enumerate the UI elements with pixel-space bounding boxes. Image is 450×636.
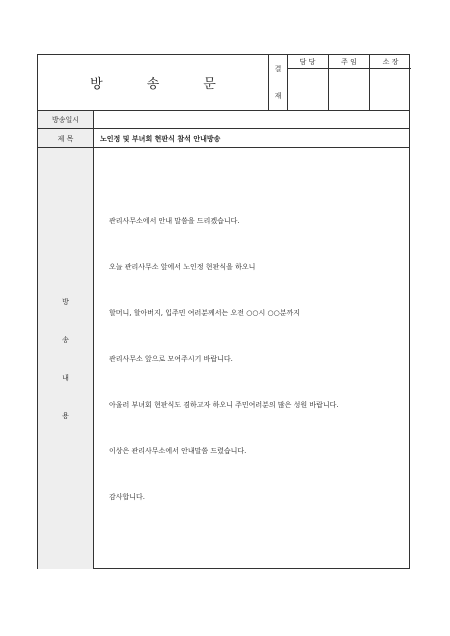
- approval-label: [269, 55, 288, 110]
- content-label-char: 송: [62, 335, 69, 344]
- approval-column-director: [370, 55, 411, 110]
- content-row: [38, 147, 409, 569]
- approval-box: [268, 55, 411, 110]
- content-label: [38, 148, 94, 569]
- subject-label: 제 목: [38, 129, 94, 148]
- content-line: 할머니, 할아버지, 입주민 여러분께서는 오전 ○○시 ○○분까지: [109, 309, 300, 317]
- subject-value: 노인정 및 부녀회 현판식 참석 안내방송: [100, 134, 221, 143]
- approval-column-header: 소 장: [370, 55, 411, 69]
- broadcast-date-label: 방송일시: [38, 111, 94, 129]
- content-line: 아울러 부녀회 현판식도 겸하고자 하오니 주민여러분의 많은 성원 바랍니다.: [109, 401, 339, 409]
- approval-label-char: 결: [274, 64, 282, 73]
- document-title: [38, 55, 268, 110]
- subject-row: [38, 128, 409, 148]
- approval-column-chief: [329, 55, 370, 110]
- approval-label-char: 재: [274, 92, 282, 101]
- content-line: 감사합니다.: [109, 493, 146, 501]
- content-label-char: 내: [62, 373, 69, 382]
- approval-column-header: 담 당: [287, 55, 328, 69]
- content-body: [109, 216, 401, 538]
- content-label-char: 용: [62, 411, 69, 420]
- content-line: 관리사무소에서 안내 말씀을 드리겠습니다.: [109, 217, 240, 225]
- title-char: 문: [203, 77, 216, 92]
- approval-column-manager: [287, 55, 329, 110]
- content-line: 이상은 관리사무소에서 안내말씀 드렸습니다.: [109, 447, 247, 455]
- content-line: 관리사무소 앞으로 모여주시기 바랍니다.: [109, 355, 233, 363]
- title-char: 방: [90, 77, 103, 92]
- title-char: 송: [146, 77, 160, 92]
- broadcast-date-row: [38, 110, 409, 129]
- content-label-char: 방: [62, 297, 69, 306]
- broadcast-document-form: [37, 54, 410, 569]
- content-line: 오늘 관리사무소 앞에서 노인정 현판식을 하오니: [109, 263, 256, 271]
- approval-column-header: 주 임: [329, 55, 369, 69]
